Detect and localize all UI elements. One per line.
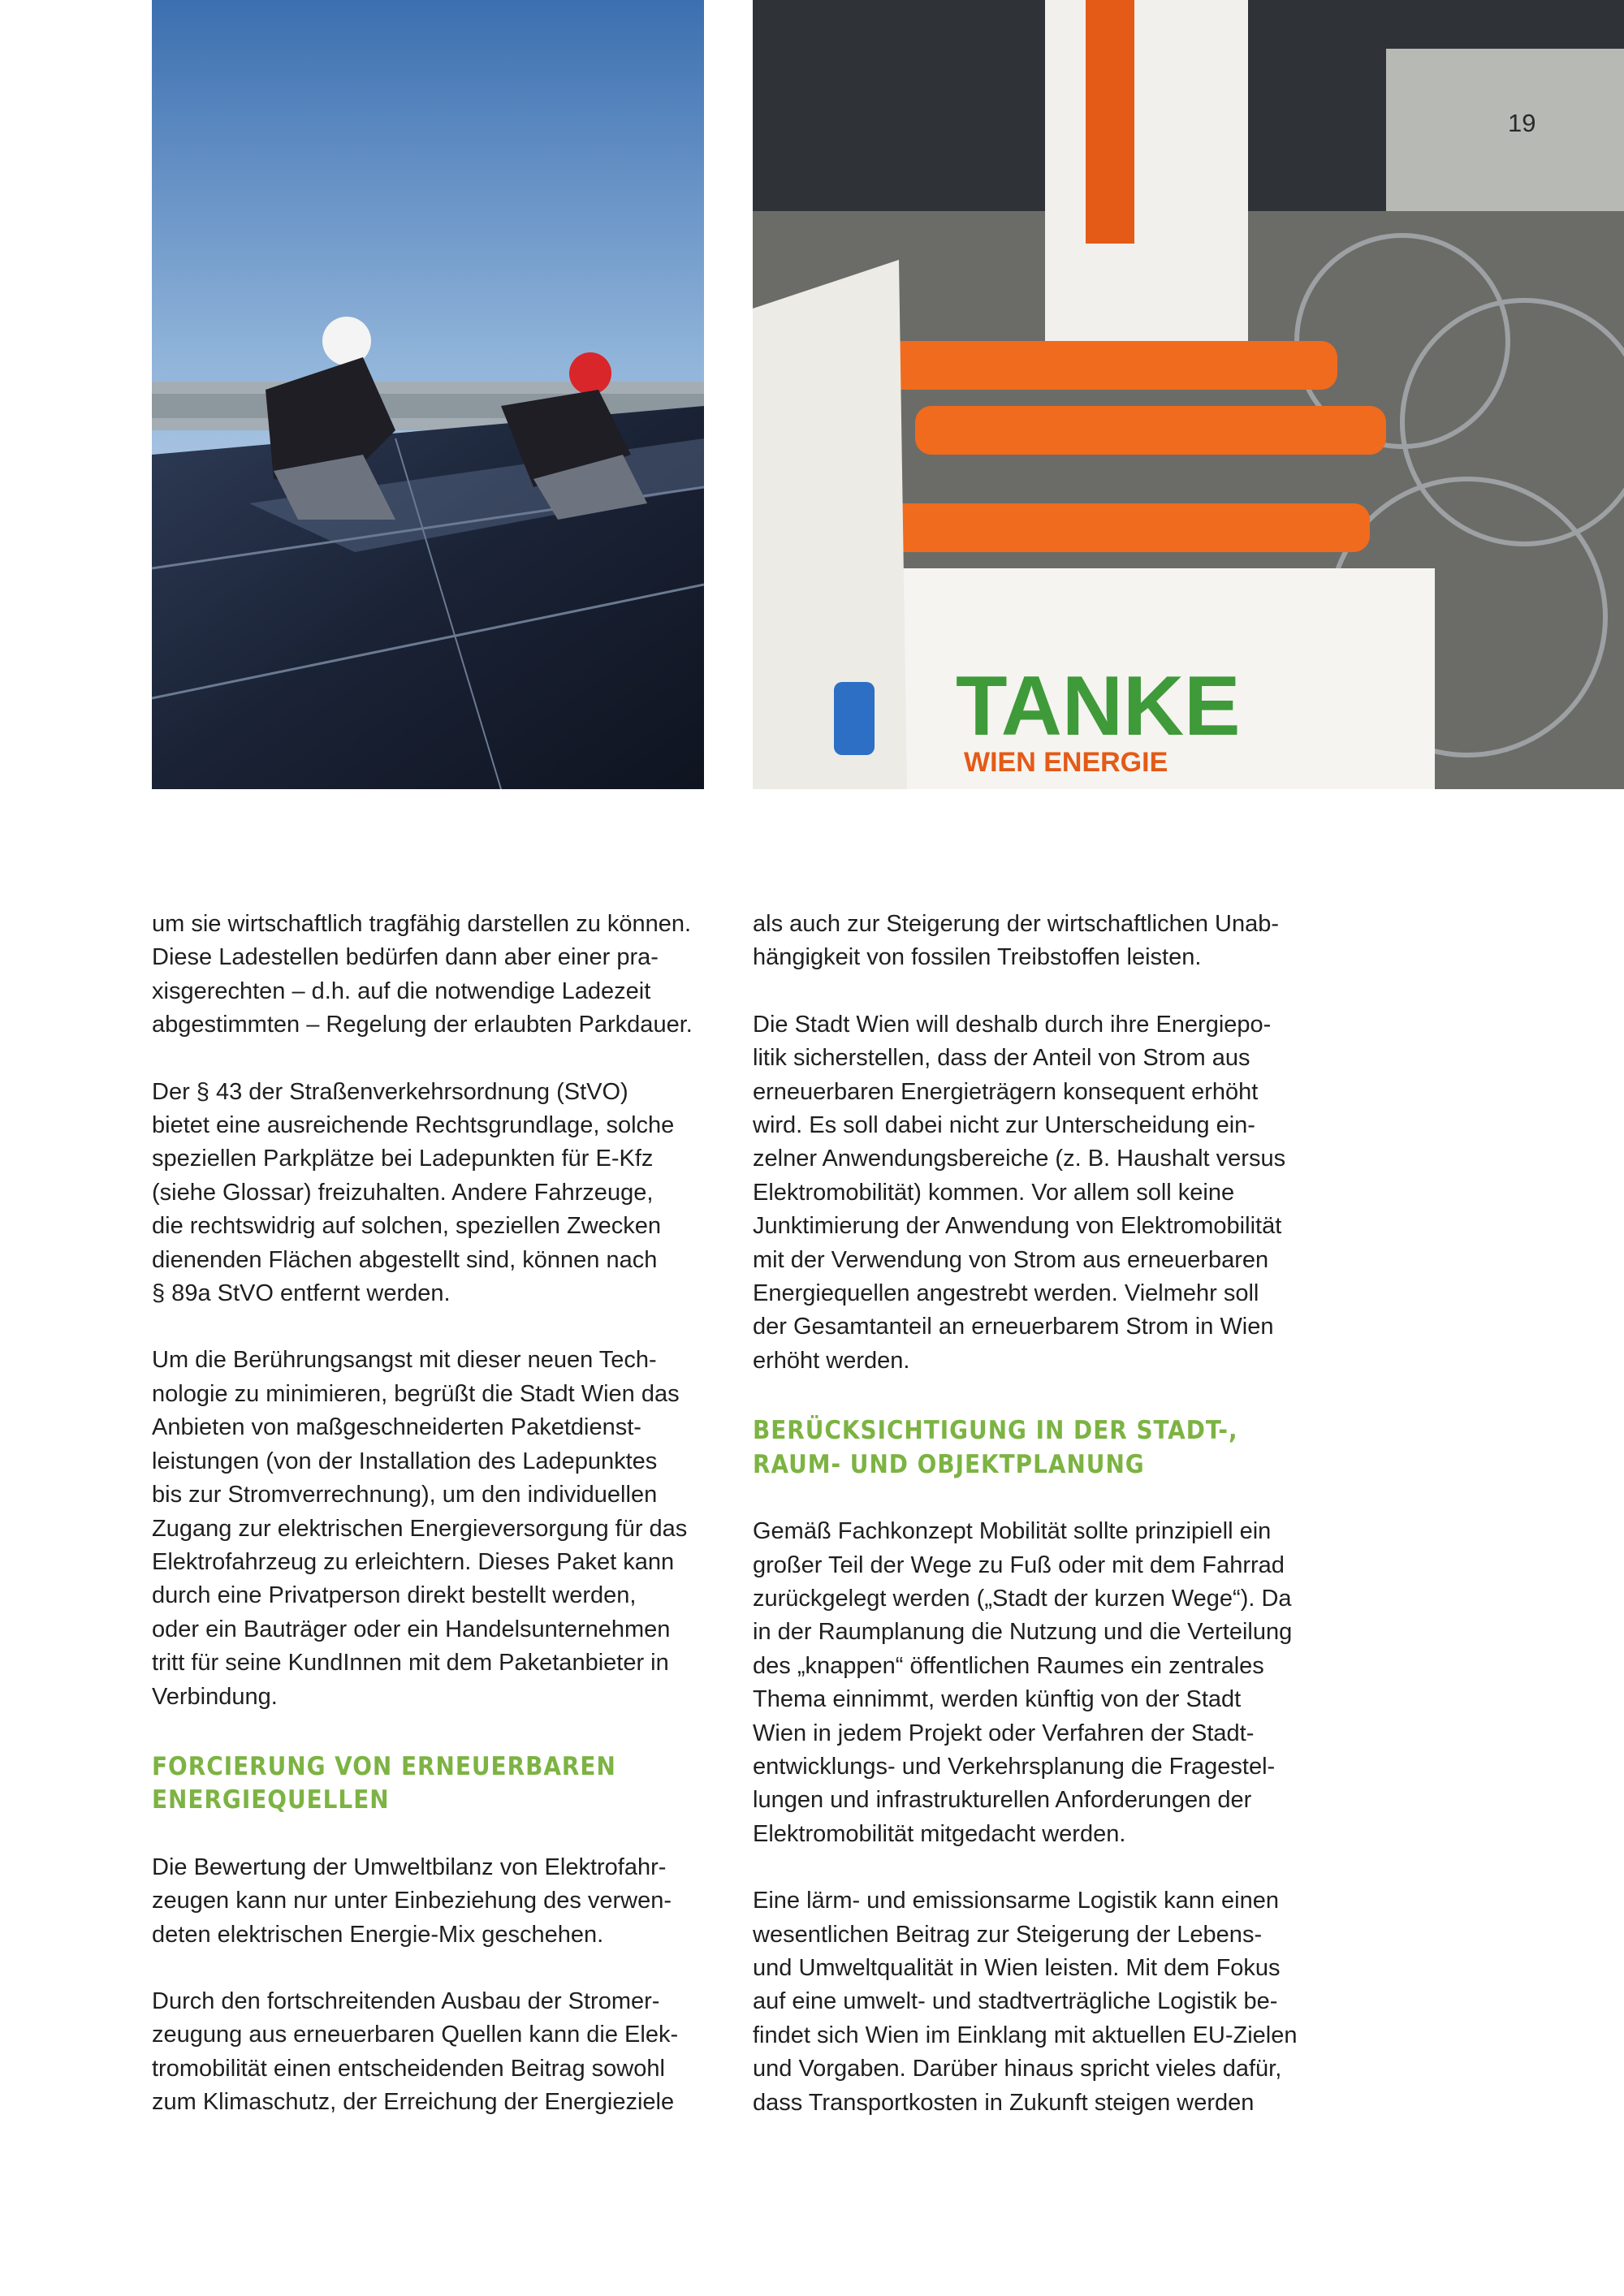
- page-number: 19: [1508, 109, 1536, 137]
- paragraph: Um die Berührungsangst mit dieser neuen Tech- nologie zu minimieren, begrüßt die Stadt Wien das Anbieten von maßgeschneiderten Paketdienst- leistungen (von der Installation des Ladepunktes bis zur Stromverrechnung), um den individuellen Zugang zur elektrischen Energieversorgung für das Elektrofahrzeug zu erleichtern. Dieses Paket kann durch eine Privatperson direkt bestellt werden, oder ein Bauträger oder ein Handelsunternehmen tritt für seine KundInnen mit dem Paketanbieter in Verbindung.: [152, 1347, 688, 1710]
- paragraph: Durch den fortschreitenden Ausbau der Stromer- zeugung aus erneuerbaren Quellen kann die Elek- tromobilität einen entscheidenden Beitrag sowohl zum Klimaschutz, der Erreichung der Energieziele: [152, 1987, 679, 2116]
- photo-solar-installation: [152, 0, 704, 789]
- right-text-column: [753, 908, 1321, 2153]
- left-text-column: [152, 908, 720, 2153]
- paragraph: als auch zur Steigerung der wirtschaftlichen Unab- hängigkeit von fossilen Treibstoffen leisten.: [753, 911, 1279, 971]
- charging-photo-illustration: [753, 0, 1624, 789]
- paragraph: Der § 43 der Straßenverkehrsordnung (StVO) bietet eine ausreichende Rechtsgrundlage, solche speziellen Parkplätze bei Ladepunkten für E-Kfz (siehe Glossar) freizuhalten. Andere Fahrzeuge, die rechtswidrig auf solchen, speziellen Zwecken dienenden Flächen abgestellt sind, können nach § 89a StVO entfernt werden.: [152, 1078, 675, 1307]
- section-heading-renewable-energy: FORCIERUNG VON ERNEUERBAREN ENERGIEQUELLEN: [152, 1751, 616, 1815]
- paragraph: Die Bewertung der Umweltbilanz von Elektrofahr- zeugen kann nur unter Einbeziehung des verwen- deten elektrischen Energie-Mix geschehen.: [152, 1854, 672, 1948]
- solar-photo-illustration: [152, 0, 704, 789]
- photo-charging-station: [753, 0, 1624, 789]
- section-heading-urban-planning: BERÜCKSICHTIGUNG IN DER STADT-, RAUM- UND OBJEKTPLANUNG: [753, 1416, 1238, 1479]
- paragraph: Eine lärm- und emissionsarme Logistik kann einen wesentlichen Beitrag zur Steigerung der Lebens- und Umweltqualität in Wien leisten. Mit dem Fokus auf eine umwelt- und stadtverträgliche Logistik be- findet sich Wien im Einklang mit aktuellen EU-Zielen und Vorgaben. Darüber hinaus spricht vieles dafür, dass Transportkosten in Zukunft steigen werden: [753, 1888, 1298, 2116]
- sign-text-tanke: TANKE: [956, 659, 1241, 753]
- paragraph: Die Stadt Wien will deshalb durch ihre Energiepo- litik sicherstellen, dass der Anteil von Strom aus erneuerbaren Energieträgern konsequent erhöht wird. Es soll dabei nicht zur Unterscheidung ein- zelner Anwendungsbereiche (z. B. Haushalt versus Elektromobilität) kommen. Vor allem soll keine Junktimierung der Anwendung von Elektromobilität mit der Verwendung von Strom aus erneuerbaren Energiequellen angestrebt werden. Vielmehr soll der Gesamtanteil an erneuerbarem Strom in Wien erhöht werden.: [753, 1011, 1286, 1374]
- paragraph: Gemäß Fachkonzept Mobilität sollte prinzipiell ein großer Teil der Wege zu Fuß oder mit dem Fahrrad zurückgelegt werden („Stadt der kurzen Wege“). Da in der Raumplanung die Nutzung und die Verteilung des „knappen“ öffentlichen Raumes ein zentrales Thema einnimmt, werden künftig von der Stadt Wien in jedem Projekt oder Verfahren der Stadt- entwicklungs- und Verkehrsplanung die Fragestel- lungen und infrastrukturellen Anforderungen der Elektromobilität mitgedacht werden.: [753, 1518, 1293, 1847]
- sign-text-wien-energie: WIEN ENERGIE: [964, 747, 1168, 778]
- paragraph: um sie wirtschaftlich tragfähig darstellen zu können. Diese Ladestellen bedürfen dann aber einer pra- xisgerechten – d.h. auf die notwendige Ladezeit abgestimmten – Regelung der erlaubten Parkdauer.: [152, 911, 693, 1038]
